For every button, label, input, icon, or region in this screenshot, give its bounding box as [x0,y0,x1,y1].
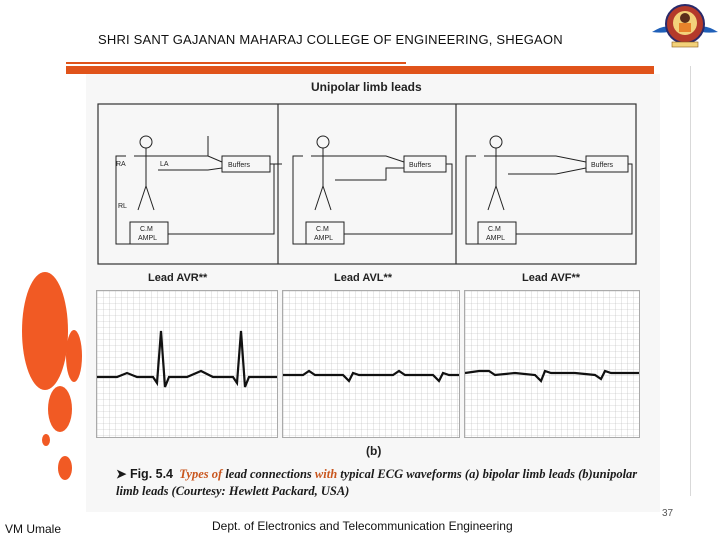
footer-author: VM Umale [5,522,62,536]
circuit-buffers-label: Buffers [409,162,432,169]
deco-circle-dot [58,456,72,480]
circuit-cm-label: C.M [316,226,329,233]
caption-fig-number: ➤ Fig. 5.4 [116,467,174,481]
footer-department: Dept. of Electronics and Telecommunication Engineering [212,519,513,533]
caption-text-1: lead connections [225,467,312,481]
caption-text-2: typical ECG waveforms (a) bipolar limb leads (b)unipolar limb leads (Courtesy: Hewlett Packard, USA) [116,467,638,498]
ecg-strip-avf [464,290,640,438]
header-title: SHRI SANT GAJANAN MAHARAJ COLLEGE OF ENGINEERING, SHEGAON [98,32,563,47]
caption-keyword-with: with [314,467,338,481]
header-accent-bar [66,66,654,74]
ecg-strip-avl [282,290,460,438]
circuit-ampl-label: AMPL [486,235,506,242]
deco-circle-medium [48,386,72,432]
lead-avf-label: Lead AVF** [522,272,581,284]
figure-sublabel: (b) [366,444,382,458]
deco-circle-large [22,272,68,390]
lead-avl-label: Lead AVL** [334,272,393,284]
deco-circle-small [66,330,82,382]
circuit-cm-label: C.M [140,226,153,233]
figure-caption [116,466,656,500]
circuit-buffers-label: Buffers [591,162,614,169]
circuit-ampl-label: AMPL [314,235,334,242]
circuit-buffers-label: Buffers [228,162,251,169]
ecg-figure [86,74,660,512]
deco-circle-tiny [42,434,50,446]
figure-heading: Unipolar limb leads [311,80,422,94]
ecg-strip-avr [96,290,278,438]
college-logo [650,0,720,56]
circuit-ampl-label: AMPL [138,235,158,242]
circuit-label-la: LA [160,161,169,168]
right-divider [690,66,691,496]
circuit-diagrams [86,74,660,266]
header-accent-line [66,62,406,64]
circuit-label-ra: RA [116,161,126,168]
caption-keyword-types: Types of [179,467,223,481]
circuit-label-rl: RL [118,203,127,210]
circuit-cm-label: C.M [488,226,501,233]
lead-avr-label: Lead AVR** [148,272,208,284]
page-number: 37 [662,508,674,519]
